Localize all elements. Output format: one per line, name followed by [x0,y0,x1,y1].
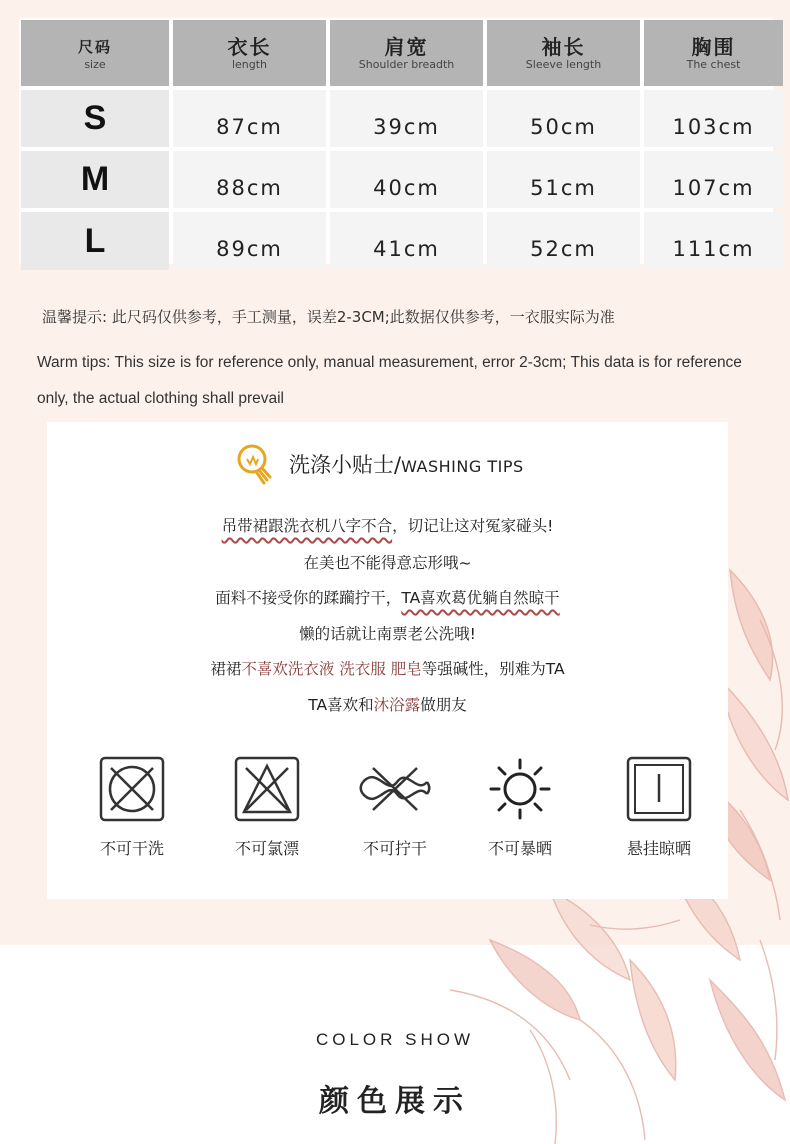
table-cell: 51cm [487,151,640,208]
tip-line-1: 吊带裙跟洗衣机八字不合，切记让这对冤家碰头! [221,517,554,535]
header-sleeve: 袖长 Sleeve length [487,20,640,86]
table-cell: 107cm [644,151,783,208]
color-show-title-en: COLOR SHOW [315,1030,475,1049]
hang-dry-icon [626,756,692,822]
table-cell: 111cm [644,212,783,270]
sun-icon [485,756,555,822]
tip-line-4: 懒的话就让南票老公洗哦! [299,625,476,643]
care-item-no-sun: 不可暴晒 [465,756,575,859]
header-shoulder: 肩宽 Shoulder breadth [330,20,483,86]
tips-chinese: 温馨提示: 此尺码仅供参考，手工测量，误差2-3CM;此数据仅供参考，一衣服实际为准 [42,308,615,326]
tips-english: Warm tips: This size is for reference only, manual measurement, error 2-3cm; This data is for reference only, the actual clothing shall prevail [37,354,742,407]
tip-line-3: 面料不接受你的蹂躏拧干，TA喜欢葛优躺自然晾干 [215,589,560,607]
table-cell: 41cm [330,212,483,270]
care-item-no-bleach: 不可氯漂 [212,756,322,859]
care-item-hang-dry: 悬挂晾晒 [604,756,714,859]
size-label: S [21,90,169,147]
header-size: 尺码 size [21,20,169,86]
washing-tips-card [47,422,728,899]
header-chest: 胸围 The chest [644,20,783,86]
table-cell: 52cm [487,212,640,270]
washing-tips-title: 洗涤小贴士/WASHING TIPS [289,453,524,477]
table-cell: 40cm [330,151,483,208]
no-bleach-icon [234,756,300,822]
header-length: 衣长 length [173,20,326,86]
tip-line-2: 在美也不能得意忘形哦~ [303,554,472,572]
size-label: L [21,212,169,270]
care-item-no-wring: 不可拧干 [340,756,450,859]
table-cell: 89cm [173,212,326,270]
size-label: M [21,151,169,208]
table-cell: 50cm [487,90,640,147]
table-cell: 88cm [173,151,326,208]
tip-line-6: TA喜欢和沐浴露做朋友 [308,696,467,714]
color-show-title-cn: 颜色展示 [319,1084,471,1119]
no-dry-clean-icon [99,756,165,822]
tip-line-5: 裙裙不喜欢洗衣液 洗衣服 肥皂等强碱性，别难为TA [210,660,565,678]
washing-tips-header [235,442,524,486]
table-cell: 103cm [644,90,783,147]
lightbulb-icon [235,442,273,486]
no-wring-icon [357,756,433,822]
care-item-no-dry-clean: 不可干洗 [77,756,187,859]
table-cell: 39cm [330,90,483,147]
table-cell: 87cm [173,90,326,147]
size-table [19,18,773,264]
